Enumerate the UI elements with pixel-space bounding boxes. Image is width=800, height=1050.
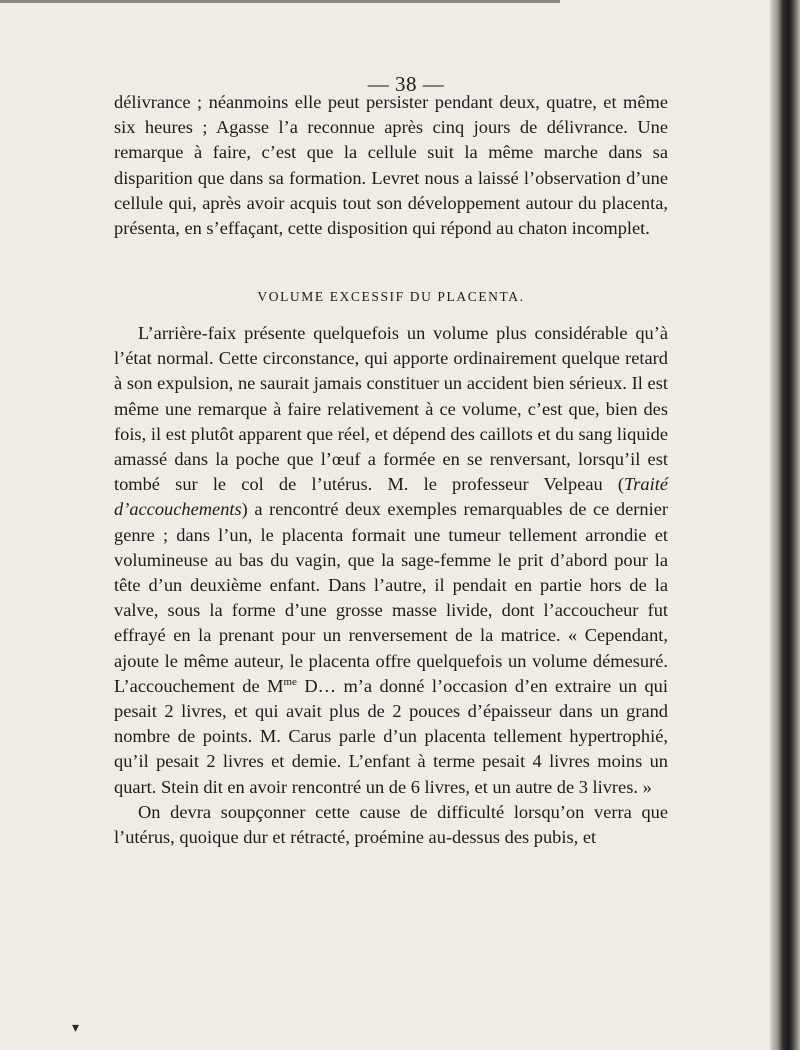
page-number: — 38 — xyxy=(367,72,445,96)
paragraph-1: délivrance ; néanmoins elle peut persister pendant deux, quatre, et même six heures ; Agasse l’a reconnue après cinq jours de délivrance. Une remarque à faire, c’est que la cellule suit la même marche dans sa disparition que dans sa formation. Levret nous a laissé l’observation d’une cellule qui, après avoir acquis tout son développement autour du placenta, présenta, en s’effaçant, cette disposition qui répond au chaton incomplet. xyxy=(114,92,668,239)
section-heading: VOLUME EXCESSIF DU PLACENTA. xyxy=(257,289,525,304)
section-body xyxy=(114,321,668,850)
margin-mark-icon: ▾ xyxy=(72,1021,80,1036)
paragraph-continuation xyxy=(114,90,668,241)
superscript-me: me xyxy=(283,675,297,688)
book-spine xyxy=(770,0,800,1050)
paragraph-2-part-c: D… m’a donné l’occasion d’en extraire un qui pesait 2 livres, et qui avait plus de 2 pouces d’épaisseur dans un grand nombre de points. M. Carus parle d’un placenta tellement hypertrophié, qu’il pesait 2 livres et demie. L’enfant à terme pesait 4 livres moins un quart. Stein dit en avoir rencontré un de 6 livres, et un autre de 3 livres. » xyxy=(114,675,668,797)
top-rule xyxy=(0,0,560,3)
paragraph-2-part-b: ) a rencontré deux exemples remarquables de ce dernier genre ; dans l’un, le placenta formait une tumeur tellement arrondie et volumineuse au bas du vagin, que la sage-femme le prit d’abord pour la tête d’un deuxième enfant. Dans l’autre, il pendait en partie hors de la valve, sous la forme d’une grosse masse livide, dont l’accoucheur fut effrayé en la prenant pour un renversement de la matrice. « Cependant, ajoute le même auteur, le placenta offre quelquefois un volume démesuré. L’accouchement de M xyxy=(114,499,668,696)
paragraph-3: On devra soupçonner cette cause de difficulté lorsqu’on verra que l’utérus, quoique dur et rétracté, proémine au-dessus des pubis, et xyxy=(114,801,668,848)
paragraph-2 xyxy=(114,321,668,800)
book-title: Traité d’accouchements xyxy=(114,474,668,520)
paragraph-2-part-a: L’arrière-faix présente quelquefois un volume plus considérable qu’à l’état normal. Cette circonstance, qui apporte ordinairement quelque retard à son expulsion, ne saurait jamais constituer un accident bien sérieux. Il est même une remarque à faire relativement à ce volume, c’est que, bien des fois, il est plutôt apparent que réel, et dépend des caillots et du sang liquide amassé dans la poche que l’œuf a formée en se renversant, lorsqu’il est tombé sur le col de l’utérus. M. le professeur Velpeau ( xyxy=(114,323,668,495)
